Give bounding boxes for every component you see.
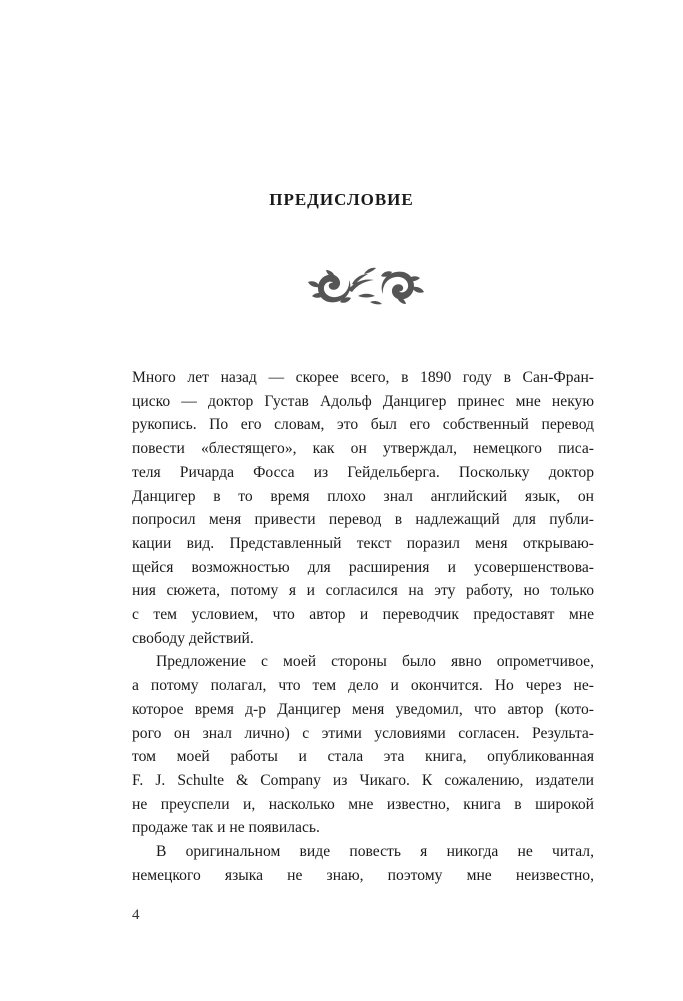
text-line: продаже так и не появилась. xyxy=(132,819,320,837)
text-line: В оригинальном виде повесть я никогда не читал, xyxy=(156,843,594,861)
text-line: немецкого языка не знаю, поэтому мне неизвестно, xyxy=(132,866,594,884)
text-line: свободу действий. xyxy=(132,629,254,647)
text-line: том моей работы и стала эта книга, опубликованная xyxy=(132,748,594,766)
body-text xyxy=(132,366,594,887)
text-line: циско — доктор Густав Адольф Данцигер принес мне некую xyxy=(132,392,594,410)
text-line: рого он знал лично) с этими условиями согласен. Результа- xyxy=(132,724,594,742)
text-line: рукопись. По его словам, это был его собственный перевод xyxy=(132,416,594,434)
text-line: а потому полагал, что тем дело и окончится. Но через не- xyxy=(132,677,594,695)
text-line: теля Ричарда Фосса из Гейдельберга. Поскольку доктор xyxy=(132,463,594,481)
text-line: щейся возможностью для расширения и усовершенствова- xyxy=(132,558,594,576)
text-line: с тем условием, что автор и переводчик предоставят мне xyxy=(132,606,594,624)
text-line: кации вид. Представленный текст поразил меня открываю- xyxy=(132,534,594,552)
text-line: попросил меня привести перевод в надлежащий для публи- xyxy=(132,511,594,529)
text-line: Много лет назад — скорее всего, в 1890 году в Сан-Фран- xyxy=(132,369,594,386)
text-line: F. J. Schulte & Company из Чикаго. К сожалению, издатели xyxy=(132,771,594,789)
paragraph xyxy=(132,650,594,840)
paragraph xyxy=(132,840,594,887)
text-line: Предложение с моей стороны было явно опрометчивое, xyxy=(156,653,594,671)
text-line: повести «блестящего», как он утверждал, немецкого писа- xyxy=(132,440,594,458)
paragraph xyxy=(132,366,594,650)
text-line: не преуспели и, насколько мне известно, книга в широкой xyxy=(132,795,594,813)
page-title: ПРЕДИСЛОВИЕ xyxy=(269,190,414,209)
page-number: 4 xyxy=(132,907,140,923)
floral-ornament-icon xyxy=(304,262,428,312)
text-line: Данцигер в то время плохо знал английский язык, он xyxy=(132,487,594,505)
text-line: ния сюжета, потому я и согласился на эту работу, но только xyxy=(132,582,594,600)
text-line: которое время д-р Данцигер меня уведомил, что автор (кото- xyxy=(132,700,594,718)
